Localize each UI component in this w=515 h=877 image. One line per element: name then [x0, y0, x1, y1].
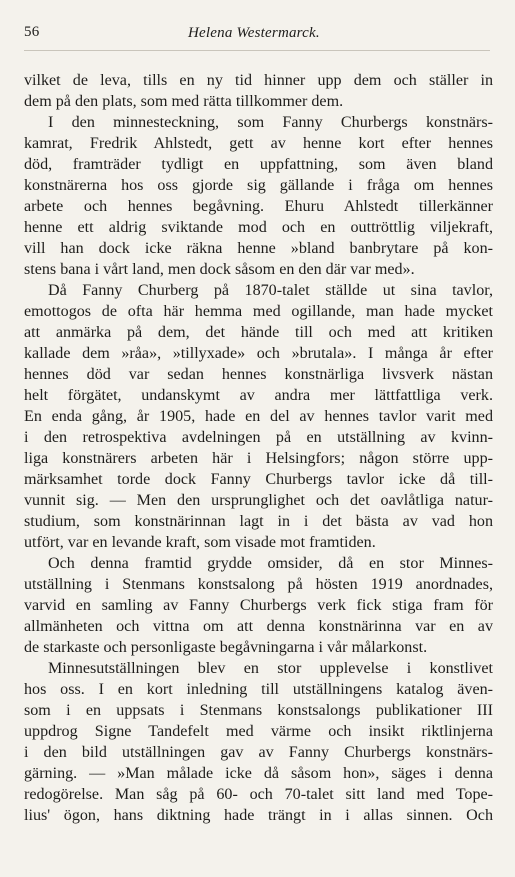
text-line: hennes död var sedan hennes konstnärliga livsverk nästan [24, 366, 493, 383]
text-line: som i en uppsats i Stenmans konstsalongs publikationer III [24, 702, 493, 719]
text-line: utfört, var en levande kraft, som visade mot framtiden. [24, 534, 376, 551]
text-line: konstnärerna hos oss gjorde sig gällande i fråga om hennes [24, 177, 493, 194]
text-line: märksamhet torde dock Fanny Churbergs tavlor icke då till- [24, 471, 493, 488]
text-line: Minnesutställningen blev en stor upplevelse i konstlivet [48, 660, 493, 677]
text-line: att anmärka på dem, det hände till och med att kritiken [24, 324, 493, 341]
text-line: vilket de leva, tills en ny tid hinner upp dem och ställer in [24, 72, 493, 89]
text-line: död, framträder tydligt en uppfattning, som även bland [24, 156, 493, 173]
text-line: I den minnesteckning, som Fanny Churbergs konstnärs- [48, 114, 493, 131]
text-line: vunnit sig. — Men den ursprunglighet och det oavlåtliga natur- [24, 492, 493, 509]
text-line: En enda gång, år 1905, hade en del av hennes tavlor varit med [24, 408, 493, 425]
text-line: Då Fanny Churberg på 1870-talet ställde ut sina tavlor, [48, 282, 493, 299]
text-line: liga konstnärers arbeten här i Helsingfors; någon större upp- [24, 450, 493, 467]
text-line: redogörelse. Man såg på 60- och 70-talet sitt land med Tope- [24, 786, 493, 803]
text-line: uppdrog Signe Tandefelt med värme och insikt riktlinjerna [24, 723, 493, 740]
text-line: utställning i Stenmans konstsalong på hösten 1919 anordnades, [24, 576, 493, 593]
page-number: 56 [24, 24, 40, 40]
text-line: emottogos de ofta här hemma med ogillande, man hade mycket [24, 303, 493, 320]
text-line: stens bana i vårt land, men dock såsom en den där var med». [24, 261, 415, 278]
text-line: de starkaste och personligaste begåvningarna i vår målarkonst. [24, 639, 428, 656]
page-header [24, 24, 492, 48]
text-line: i den bild utställningen gav av Fanny Churbergs konstnärs- [24, 744, 493, 761]
text-line: helt förgätet, undanskymt av andra mer lättfattliga verk. [24, 387, 493, 404]
text-line: gärning. — »Man målade icke då såsom hon», säges i denna [24, 765, 493, 782]
text-line: kamrat, Fredrik Ahlstedt, gett av henne kort efter hennes [24, 135, 493, 152]
body-text [24, 70, 493, 826]
text-line: lius' ögon, hans diktning hade trängt in i allas sinnen. Och [24, 807, 493, 824]
text-line: varvid en samling av Fanny Churbergs verk fick stiga fram för [24, 597, 493, 614]
text-line: dem på den plats, som med rätta tillkommer dem. [24, 93, 344, 110]
text-line: Och denna framtid grydde omsider, då en stor Minnes- [48, 555, 493, 572]
text-line: hos oss. I en kort inledning till utställningens katalog även- [24, 681, 493, 698]
text-line: i den retrospektiva avdelningen på en utställning av kvinn- [24, 429, 493, 446]
text-line: studium, som konstnärinnan lagt in i det bästa av vad hon [24, 513, 493, 530]
running-head: Helena Westermarck. [188, 25, 320, 41]
header-rule [24, 50, 490, 51]
text-line: allmänheten och vittna om att denna konstnärinna var en av [24, 618, 493, 635]
text-line: arbete och hennes begåvning. Ehuru Ahlstedt tillerkänner [24, 198, 493, 215]
text-line: henne ett aldrig sviktande mod och en outtröttlig viljekraft, [24, 219, 493, 236]
text-line: vill han dock icke räkna henne »bland banbrytare på kon- [24, 240, 493, 257]
text-line: kallade dem »råa», »tillyxade» och »brutala». I många år efter [24, 345, 493, 362]
